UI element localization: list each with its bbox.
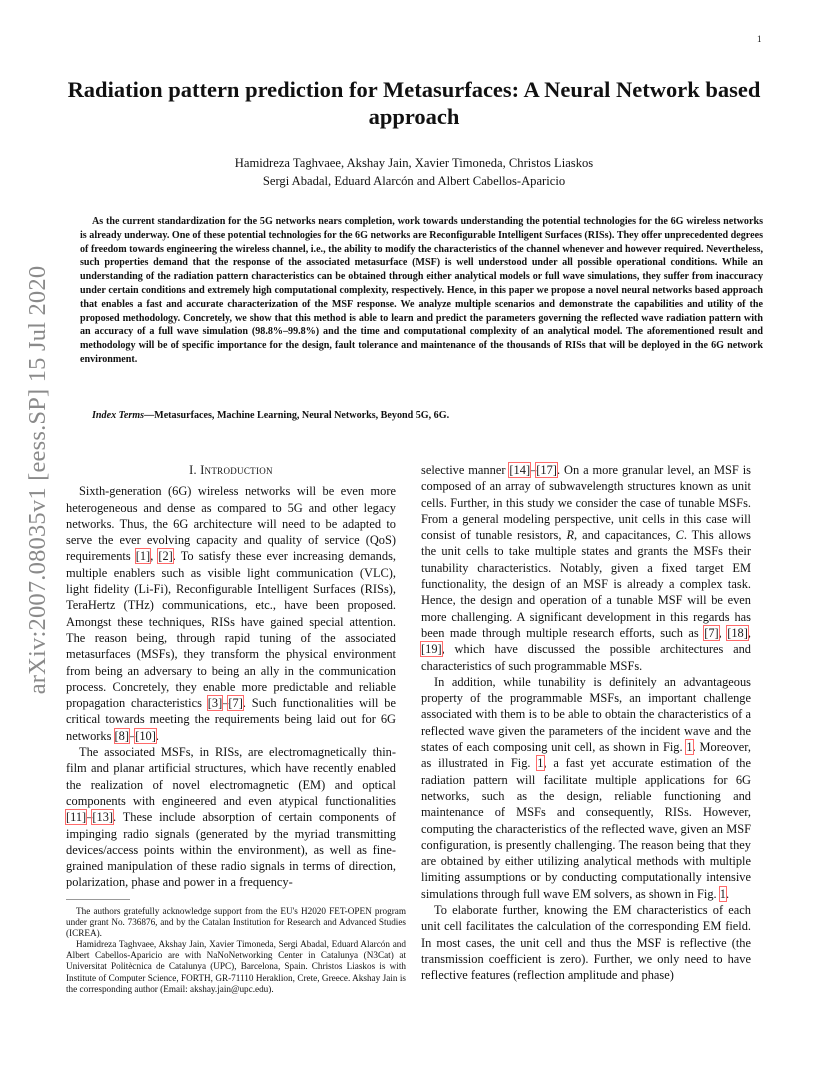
- citation-link[interactable]: [19]: [421, 642, 442, 657]
- text-run: .: [725, 886, 730, 901]
- footnotes: [66, 906, 406, 995]
- figure-link[interactable]: 1: [537, 756, 544, 771]
- page-number: 1: [757, 34, 762, 44]
- intro-paragraph-1: [66, 483, 396, 744]
- footnote-rule: [66, 899, 130, 900]
- citation-link[interactable]: [3]: [207, 696, 223, 711]
- citation-link[interactable]: [11]: [66, 810, 87, 825]
- text-run: . Such functionalities will be critical towards meeting the requirements being laid out for 6G networks: [66, 696, 396, 743]
- citation-link[interactable]: [7]: [228, 696, 243, 711]
- text-run: . These include absorption of certain components of impinging radio signals (generated by the myriad transmitting devices/access points within the environment), as well as fine-grained manipulation of these radio signals in terms of direction, polarization, phase and power in a frequency-: [66, 810, 396, 890]
- citation-link[interactable]: [1]: [135, 549, 151, 564]
- paper-title: Radiation pattern prediction for Metasurfaces: A Neural Network based approach: [67, 77, 761, 129]
- text-run: –: [86, 810, 93, 825]
- author-line-1: Hamidreza Taghvaee, Akshay Jain, Xavier Timoneda, Christos Liaskos: [234, 156, 594, 170]
- index-terms-label: Index Terms: [92, 410, 145, 421]
- citation-link[interactable]: [13]: [92, 810, 114, 825]
- citation-link[interactable]: [10]: [135, 728, 156, 743]
- figure-link[interactable]: 1: [719, 886, 726, 901]
- author-list: [100, 154, 728, 190]
- citation-link[interactable]: [8]: [114, 728, 129, 743]
- arxiv-identifier: arXiv:2007.08035v1 [eess.SP] 15 Jul 2020: [24, 265, 51, 695]
- citation-link[interactable]: [7]: [704, 625, 719, 640]
- text-run: –: [222, 696, 229, 711]
- intro-paragraph-2-continued: [421, 462, 751, 674]
- section-title: Introduction: [200, 463, 273, 477]
- text-run: selective manner: [421, 463, 510, 477]
- intro-paragraph-4: To elaborate further, knowing the EM characteristics of each unit cell facilitates the calculation of the corresponding EM field. In most cases, the unit cell and thus the MSF is reflective (the transmission coefficient is zero). Further, we only need to have reflective features (reflection amplitude and phase): [421, 903, 751, 983]
- citation-link[interactable]: [14]: [509, 463, 531, 477]
- text-run: Sixth-generation (6G) wireless networks will be even more heterogeneous and dense as compared to 5G and other legacy networks. Thus, the 6G architecture will need to be adapted to serve the ever evolving capacity and quality of service (QoS) requirements: [66, 484, 396, 564]
- text-run: .: [155, 728, 159, 743]
- text-run: . On a more granular level, an MSF is composed of an array of subwavelength structures known as unit cells. Further, in this study we consider the case of tunable MSFs. From a general modeling perspective, unit cells in this case will consist of tunable resistors,: [421, 463, 751, 543]
- figure-link[interactable]: 1: [686, 740, 693, 755]
- math-symbol: R: [566, 528, 575, 543]
- citation-link[interactable]: [2]: [158, 549, 173, 564]
- text-run: In addition, while tunability is definitely an advantageous property of the programmable MSFs, an important challenge associated with them is to be able to obtain the characteristics of a reflected wave given the parameters of the incident wave and the states of each composing unit cell, as shown in Fig.: [421, 674, 751, 755]
- section-heading-introduction: [66, 462, 396, 478]
- text-run: , a fast yet accurate estimation of the radiation pattern will facilitate multiple applications for 6G networks, such as the design, reliable functioning and maintenance of MSFs and consequently, RISs. However, computing the characteristics of the reflected wave, given an MSF configuration, is presently challenging. The reason being that they are obtained by either utilizing analytical methods with multiple limiting assumptions or by conducting computationally intensive simulations through full wave EM solvers, as shown in Fig.: [421, 756, 751, 901]
- intro-paragraph-2: [66, 744, 396, 891]
- citation-link[interactable]: [18]: [727, 625, 748, 640]
- text-run: ,: [718, 625, 728, 640]
- author-line-2: Sergi Abadal, Eduard Alarcón and Albert Cabellos-Aparicio: [262, 174, 566, 188]
- math-symbol: C: [675, 528, 684, 543]
- index-terms: [80, 410, 763, 421]
- text-run: ,: [150, 549, 159, 564]
- left-column: [66, 462, 396, 891]
- arxiv-side-stamp: [14, 265, 62, 695]
- citation-link[interactable]: [17]: [536, 463, 557, 477]
- text-run: . Moreover, as illustrated in Fig.: [421, 740, 751, 771]
- footnote-acknowledgment: The authors gratefully acknowledge support from the EU's H2020 FET-OPEN program under grant No. 736876, and by the Catalan Institution for Research and Advanced Studies (ICREA).: [66, 906, 406, 939]
- text-run: . This allows the unit cells to take multiple states and grants the MSFs their tunability characteristics. Notably, given a fixed target EM functionality, the design of an MSF is already a complex task. Hence, the design and operation of a tunable MSF will be even more challenging. A significant development in this regards has been made through multiple research efforts, such as: [421, 528, 751, 640]
- text-run: . To satisfy these ever increasing demands, multiple enablers such as visible light communication (VLC), light fidelity (Li-Fi), Reconfigurable Intelligent Surfaces (RISs), TeraHertz (THz) communications, etc., have been proposed. Amongst these techniques, RISs have gained special attention. The reason being, through rapid tuning of the associated metasurfaces (MSFs), they transform the physical environment from being an adversary to being an ally in the communication process. Concretely, they enable more predictable and reliable propagation characteristics: [66, 549, 396, 711]
- text-run: , and capacitances,: [574, 528, 676, 543]
- index-terms-text: —Metasurfaces, Machine Learning, Neural Networks, Beyond 5G, 6G.: [144, 410, 450, 421]
- text-run: The associated MSFs, in RISs, are electromagnetically thin-film and planar artificial structures, which have recently enabled the realization of novel electromagnetic (EM) and optical components with engineered and even atypical functionalities: [66, 745, 396, 808]
- text-run: –: [128, 728, 136, 743]
- text-run: ,: [747, 625, 751, 640]
- section-number: I.: [189, 463, 197, 477]
- footnote-affiliations: Hamidreza Taghvaee, Akshay Jain, Xavier Timoneda, Sergi Abadal, Eduard Alarcón and Albert Cabellos-Aparicio are with NaNoNetworking Center in Catalunya (N3Cat) at Universitat Politècnica de Catalunya (UPC), Barcelona, Spain. Christos Liaskos is with Institute of Computer Science, FORTH, GR-71110 Heraklion, Crete, Greece. Akshay Jain is the corresponding author (Email: akshay.jain@upc.edu).: [66, 939, 406, 994]
- abstract: As the current standardization for the 5G networks nears completion, work towards understanding the potential technologies for the 6G wireless networks is already underway. One of these potential technologies for the 6G networks are Reconfigurable Intelligent Surfaces (RISs). They offer unprecedented degrees of freedom towards engineering the wireless channel, i.e., the ability to modify the characteristics of the channel whenever and however required. Nevertheless, such properties demand that the response of the associated metasurface (MSF) is well understood under all possible operational conditions. While an understanding of the radiation pattern characteristics can be obtained through either analytical models or full wave simulations, they suffer from inaccuracy under certain conditions and extremely high computational complexity, respectively. Hence, in this paper we propose a novel neural networks based approach that enables a fast and accurate characterization of the MSF response. We analyze multiple scenarios and demonstrate the capabilities and utility of the proposed methodology. Concretely, we show that this method is able to learn and predict the parameters governing the reflected wave radiation pattern with an accuracy of a full wave simulation (98.8%–99.8%) and the time and computational complexity of an analytical model. The aforementioned result and methodology will be of specific importance for the design, fault tolerance and maintenance of the thousands of RISs that will be deployed in the 6G network environment.: [80, 216, 763, 365]
- right-column: [421, 462, 751, 984]
- text-run: –: [530, 463, 537, 477]
- text-run: , which have discussed the possible architectures and characteristics of such programmable MSFs.: [421, 642, 751, 673]
- intro-paragraph-3: [421, 674, 751, 902]
